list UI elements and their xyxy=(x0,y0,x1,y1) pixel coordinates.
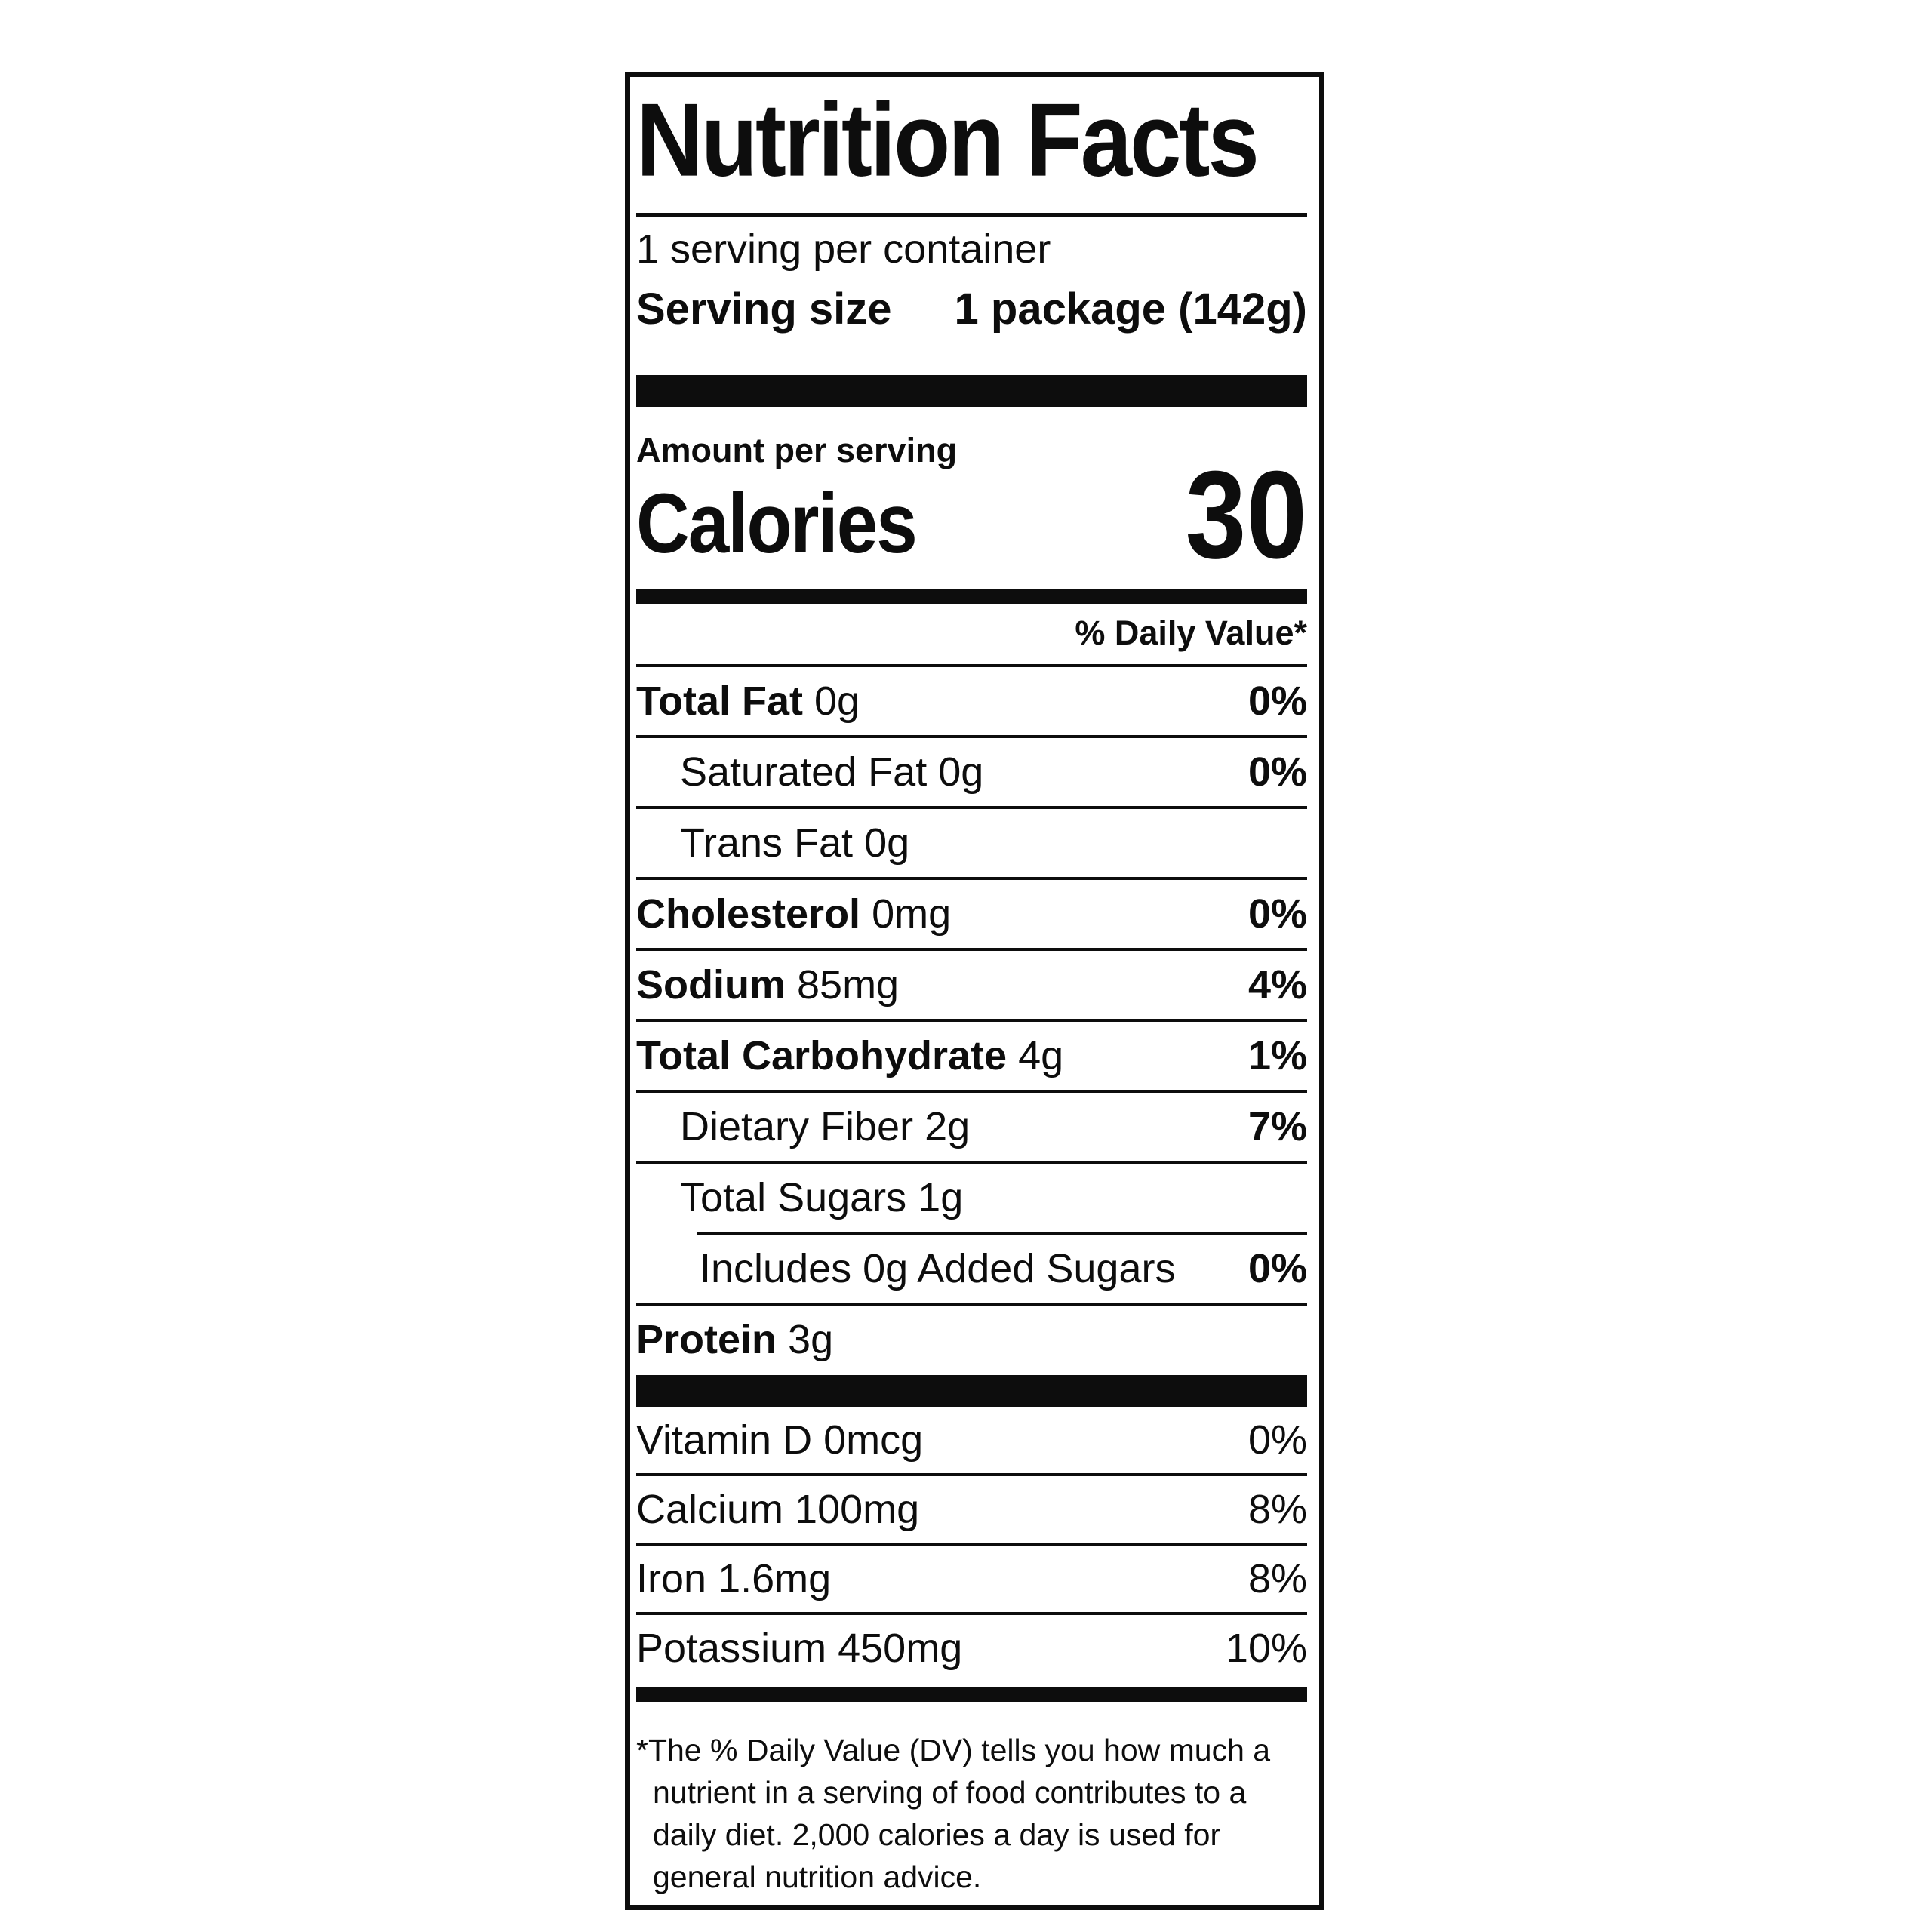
nutrient-name: Protein xyxy=(636,1317,777,1362)
nutrient-name: Includes 0g Added Sugars xyxy=(700,1246,1176,1291)
nutrient-name: Total Sugars xyxy=(680,1175,907,1220)
nutrient-dv: 0% xyxy=(1247,749,1307,795)
daily-value-header: % Daily Value* xyxy=(1075,614,1307,652)
nutrient-amount: 0mcg xyxy=(823,1417,924,1463)
nutrient-amount: 1.6mg xyxy=(718,1556,832,1601)
micronutrient-row-calcium xyxy=(636,1476,1307,1543)
nutrient-row-total-sugars xyxy=(636,1164,1307,1232)
section-bar-thick-top xyxy=(636,375,1307,407)
micronutrient-row-vitamin-d xyxy=(636,1407,1307,1473)
nutrient-row-dietary-fiber xyxy=(636,1093,1307,1161)
daily-value-footnote: *The % Daily Value (DV) tells you how much a nutrient in a serving of food contributes to a daily diet. 2,000 calories a day is used for general nutrition advice. xyxy=(636,1733,1271,1894)
nutrient-dv: 0% xyxy=(1247,891,1307,937)
nutrient-amount: 0mg xyxy=(872,891,952,937)
nutrient-amount: 0g xyxy=(814,678,860,724)
nutrient-row-protein xyxy=(636,1306,1307,1374)
nutrient-amount: 0g xyxy=(864,820,910,866)
micronutrient-row-potassium xyxy=(636,1615,1307,1681)
nutrient-name: Potassium xyxy=(636,1626,827,1671)
nutrient-name: Vitamin D xyxy=(636,1417,813,1463)
serving-size-value: 1 package (142g) xyxy=(954,285,1307,334)
nutrient-name: Sodium xyxy=(636,962,786,1008)
nutrient-dv: 7% xyxy=(1247,1104,1307,1149)
nutrient-name: Trans Fat xyxy=(680,820,854,866)
nutrient-row-saturated-fat xyxy=(636,738,1307,806)
nutrient-amount: 0g xyxy=(938,749,984,795)
nutrient-dv: 8% xyxy=(1247,1556,1307,1601)
nutrient-amount: 3g xyxy=(788,1317,834,1362)
nutrient-row-trans-fat xyxy=(636,809,1307,877)
section-bar-medium-calories xyxy=(636,589,1307,604)
nutrient-dv: 1% xyxy=(1247,1033,1307,1078)
calories-label: Calories xyxy=(636,475,916,571)
nutrient-dv: 4% xyxy=(1247,962,1307,1008)
section-bar-thick-bottom xyxy=(636,1375,1307,1407)
nutrient-amount: 100mg xyxy=(795,1487,920,1532)
nutrient-name: Calcium xyxy=(636,1487,784,1532)
nutrient-name: Saturated Fat xyxy=(680,749,928,795)
nutrient-name: Cholesterol xyxy=(636,891,861,937)
calories-value: 30 xyxy=(1185,445,1307,585)
amount-per-serving-label: Amount per serving xyxy=(636,431,958,469)
section-bar-medium-footnote xyxy=(636,1687,1307,1702)
nutrient-dv: 0% xyxy=(1247,1246,1307,1291)
nutrient-dv: 0% xyxy=(1247,1417,1307,1463)
title-divider xyxy=(636,213,1307,217)
nutrition-facts-label xyxy=(625,72,1324,1910)
nutrient-row-sodium xyxy=(636,951,1307,1019)
nutrient-name: Total Fat xyxy=(636,678,803,724)
nutrient-amount: 2g xyxy=(924,1104,971,1149)
nutrient-row-total-fat xyxy=(636,667,1307,735)
nutrient-dv: 0% xyxy=(1247,678,1307,724)
micronutrient-row-iron xyxy=(636,1546,1307,1612)
nutrient-name: Iron xyxy=(636,1556,707,1601)
nutrient-row-total-carbohydrate xyxy=(636,1022,1307,1090)
nutrient-amount: 85mg xyxy=(797,962,900,1008)
nutrient-dv: 10% xyxy=(1225,1626,1307,1671)
nutrient-name: Dietary Fiber xyxy=(680,1104,914,1149)
serving-size-row xyxy=(636,277,1307,342)
nutrient-dv: 8% xyxy=(1247,1487,1307,1532)
label-title: Nutrition Facts xyxy=(636,82,1257,198)
nutrient-amount: 450mg xyxy=(838,1626,963,1671)
servings-per-container: 1 serving per container xyxy=(636,226,1051,272)
nutrient-row-added-sugars xyxy=(636,1235,1307,1303)
nutrient-amount: 1g xyxy=(918,1175,964,1220)
nutrient-amount: 4g xyxy=(1018,1033,1064,1078)
serving-size-label: Serving size xyxy=(636,285,892,334)
nutrient-row-cholesterol xyxy=(636,880,1307,948)
nutrient-name: Total Carbohydrate xyxy=(636,1033,1008,1078)
